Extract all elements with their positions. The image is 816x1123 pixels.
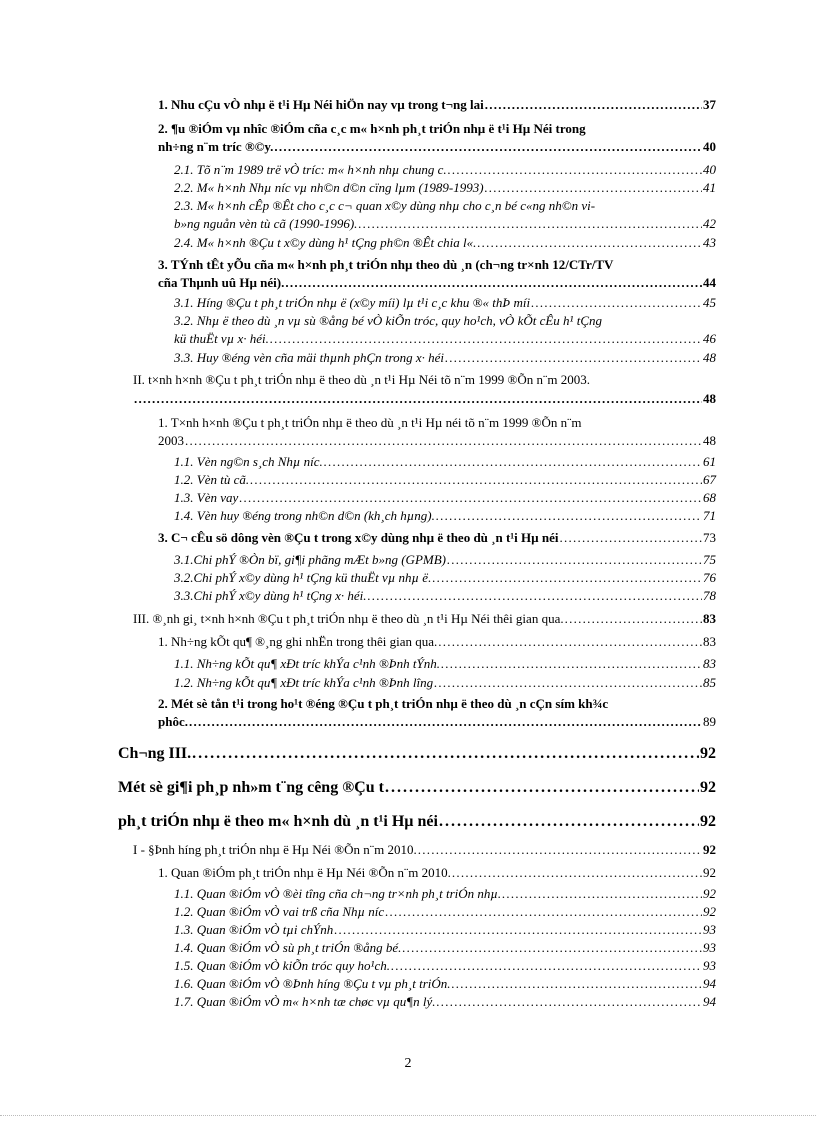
- toc-page-number: 40: [703, 162, 716, 177]
- toc-entry[interactable]: [174, 163, 716, 177]
- toc-entry[interactable]: [118, 779, 716, 797]
- toc-leader: [418, 843, 702, 857]
- toc-entry[interactable]: [174, 181, 716, 195]
- toc-entry-text[interactable]: 3. TÝnh tÊt yÕu cña m« h×nh ph¸t triÓn nhµ theo dù ¸n (ch¬ng tr×nh 12/CTr/TV: [158, 257, 614, 272]
- toc-entry[interactable]: [174, 455, 716, 469]
- toc-leader: [447, 553, 702, 567]
- toc-entry-text: 1.1. Nh÷ng kÕt qu¶ xÐt tríc khÝa c¹nh ®Þnh tÝnh.: [174, 656, 441, 671]
- toc-leader: [358, 217, 702, 231]
- toc-entry[interactable]: [158, 531, 716, 545]
- toc-leader: [134, 392, 702, 406]
- toc-entry-text: nh÷ng n¨m tríc ®©y.: [158, 139, 274, 154]
- toc-page-number: 67: [703, 472, 716, 487]
- toc-page-number: 92: [703, 865, 716, 880]
- toc-page-number: 93: [703, 940, 716, 955]
- toc-entry[interactable]: [174, 351, 716, 365]
- toc-leader: [448, 163, 702, 177]
- toc-page-number: 94: [703, 994, 716, 1009]
- toc-page-number: 92: [700, 779, 716, 796]
- toc-page-number: 41: [703, 180, 716, 195]
- toc-leader: [565, 612, 702, 626]
- toc-entry-text: 2.4. M« h×nh ®Çu t x©y dùng h¹ tÇng ph©n ®Êt chia l«.: [174, 235, 477, 250]
- toc-entry-text[interactable]: 1. T×nh h×nh ®Çu t ph¸t triÓn nhµ ë theo dù ¸n t¹i Hµ néi tõ n¨m 1999 ®Õn n¨m: [158, 415, 582, 430]
- toc-entry[interactable]: [174, 473, 716, 487]
- toc-entry-text: 3.2.Chi phÝ x©y dùng h¹ tÇng kü thuËt vµ nhµ ë.: [174, 570, 432, 585]
- toc-entry-text: 3. C¬ cÊu sö dông vèn ®Çu t trong x©y dùng nhµ ë theo dù ¸n t¹i Hµ néi: [158, 530, 559, 545]
- toc-leader: [477, 236, 702, 250]
- toc-page-number: 42: [703, 216, 716, 231]
- toc-leader: [192, 745, 699, 763]
- toc-page-number: 89: [703, 714, 716, 729]
- toc-entry-text: I - §Þnh híng ph¸t triÓn nhµ ë Hµ Néi ®Õn n¨m 2010.: [133, 842, 417, 857]
- toc-leader: [385, 779, 699, 797]
- toc-entry[interactable]: [174, 217, 716, 231]
- toc-entry-text: 3.3. Huy ®éng vèn cña mäi thµnh phÇn trong x· héi: [174, 350, 444, 365]
- toc-leader: [560, 531, 702, 545]
- toc-leader: [368, 589, 702, 603]
- toc-page-number: 46: [703, 331, 716, 346]
- toc-entry-text: phôc.: [158, 714, 188, 729]
- toc-entry-text: 1.3. Quan ®iÓm vÒ tµi chÝnh: [174, 922, 334, 937]
- toc-leader: [441, 657, 702, 671]
- toc-entry-text: 1.2. Quan ®iÓm vÒ vai trß cña Nhµ níc: [174, 904, 385, 919]
- toc-entry-text: Ch¬ng III.: [118, 745, 192, 762]
- toc-entry-text: 3.1.Chi phÝ ®Òn bï, gi¶i phãng mÆt b»ng (GPMB): [174, 552, 446, 567]
- toc-entry[interactable]: [174, 959, 716, 973]
- toc-entry-text: 1. Nhu cÇu vÒ nhµ ë t¹i Hµ Néi hiÖn nay vµ trong t¬ng lai: [158, 97, 484, 112]
- toc-page-number: 43: [703, 235, 716, 250]
- toc-leader: [324, 455, 702, 469]
- toc-entry-text: kü thuËt vµ x· héi.: [174, 331, 269, 346]
- toc-entry-text: 1.7. Quan ®iÓm vÒ m« h×nh tæ chøc vµ qu¶n lý.: [174, 994, 436, 1009]
- toc-entry-text: 3.3.Chi phÝ x©y dùng h¹ tÇng x· héi.: [174, 588, 367, 603]
- toc-leader: [385, 905, 702, 919]
- toc-page-number: 44: [703, 275, 716, 290]
- toc-entry-text: 2.2. M« h×nh Nhµ níc vµ nh©n d©n cïng lµm (1989-1993): [174, 180, 484, 195]
- toc-entry[interactable]: [174, 977, 716, 991]
- toc-page-number: 83: [703, 656, 716, 671]
- toc-page-number: 61: [703, 454, 716, 469]
- toc-leader: [485, 98, 702, 112]
- toc-entry-text: Mét sè gi¶i ph¸p nh»m t¨ng cêng ®Çu t: [118, 779, 384, 796]
- toc-entry-text: 1.3. Vèn vay: [174, 490, 239, 505]
- toc-entry[interactable]: [133, 392, 716, 406]
- toc-entry[interactable]: [158, 434, 716, 448]
- toc-entry-text: 1.1. Quan ®iÓm vÒ ®èi tîng cña ch¬ng tr×nh ph¸t triÓn nhµ.: [174, 886, 502, 901]
- toc-page-number: 71: [703, 508, 716, 523]
- toc-entry-text: 1.6. Quan ®iÓm vÒ ®Þnh híng ®Çu t vµ ph¸t triÓn.: [174, 976, 451, 991]
- toc-page-number: 48: [703, 391, 716, 406]
- toc-page-number: 48: [703, 433, 716, 448]
- toc-entry-text[interactable]: 2. Mét sè tån t¹i trong ho¹t ®éng ®Çu t ph¸t triÓn nhµ ë theo dù ¸n cÇn sím kh¾c: [158, 696, 609, 711]
- toc-entry[interactable]: [174, 509, 716, 523]
- toc-entry[interactable]: [174, 995, 716, 1009]
- toc-page-number: 94: [703, 976, 716, 991]
- toc-leader: [185, 434, 702, 448]
- toc-entry-text: 2.1. Tõ n¨m 1989 trë vÒ tríc: m« h×nh nhµ chung c.: [174, 162, 447, 177]
- toc-entry-text: 2003: [158, 433, 184, 448]
- toc-entry[interactable]: [174, 941, 716, 955]
- toc-page-number: 92: [703, 842, 716, 857]
- toc-entry[interactable]: [174, 923, 716, 937]
- toc-leader: [334, 923, 702, 937]
- toc-leader: [452, 866, 702, 880]
- toc-page-number: 92: [700, 745, 716, 762]
- toc-entry[interactable]: [174, 589, 716, 603]
- toc-leader: [239, 491, 702, 505]
- toc-entry-text: 1.5. Quan ®iÓm vÒ kiÕn tróc quy ho¹ch.: [174, 958, 390, 973]
- toc-entry-text: 1. Nh÷ng kÕt qu¶ ®¸ng ghi nhËn trong thêi gian qua.: [158, 634, 438, 649]
- toc-entry-text: 1.2. Nh÷ng kÕt qu¶ xÐt tríc khÝa c¹nh ®Þnh lîng: [174, 675, 434, 690]
- toc-page-number: 40: [703, 139, 716, 154]
- toc-page-number: 92: [700, 813, 716, 830]
- toc-leader: [189, 715, 702, 729]
- toc-entry-text[interactable]: II. t×nh h×nh ®Çu t ph¸t triÓn nhµ ë theo dù ¸n t¹i Hµ Néi tõ n¨m 1999 ®Õn n¨m 2003.: [133, 372, 590, 387]
- toc-leader: [285, 276, 702, 290]
- toc-page-number: 45: [703, 295, 716, 310]
- toc-entry[interactable]: [133, 612, 716, 626]
- toc-page-number: 83: [703, 634, 716, 649]
- toc-entry-text: 1. Quan ®iÓm ph¸t triÓn nhµ ë Hµ Néi ®Õn n¨m 2010.: [158, 865, 451, 880]
- toc-page-number: 93: [703, 958, 716, 973]
- toc-entry-text: 1.1. Vèn ng©n s¸ch Nhµ níc.: [174, 454, 323, 469]
- toc-page-number: 92: [703, 886, 716, 901]
- toc-entry[interactable]: [158, 98, 716, 112]
- toc-entry[interactable]: [174, 296, 716, 310]
- toc-page-number: 75: [703, 552, 716, 567]
- toc-entry[interactable]: [158, 715, 716, 729]
- toc-entry[interactable]: [158, 276, 716, 290]
- toc-page-number: 83: [703, 611, 716, 626]
- toc-entry[interactable]: [118, 745, 716, 763]
- page-number: 2: [404, 1056, 412, 1071]
- toc-entry-text: cña Thµnh uû Hµ néi).: [158, 275, 285, 290]
- toc-entry[interactable]: [174, 553, 716, 567]
- toc-entry-text: 1.4. Vèn huy ®éng trong nh©n d©n (kh¸ch hµng).: [174, 508, 435, 523]
- toc-leader: [452, 977, 702, 991]
- toc-page-number: 73: [703, 530, 716, 545]
- toc-entry[interactable]: [118, 813, 716, 831]
- toc-page-number: 93: [703, 922, 716, 937]
- toc-entry-text[interactable]: 2.3. M« h×nh cÊp ®Êt cho c¸c c¬ quan x©y dùng nhµ cho c¸n bé c«ng nh©n vi-: [174, 198, 596, 213]
- toc-leader: [445, 351, 702, 365]
- toc-entry[interactable]: [174, 332, 716, 346]
- toc-entry-text[interactable]: 2. ¶u ®iÓm vµ nhîc ®iÓm cña c¸c m« h×nh ph¸t triÓn nhµ ë t¹i Hµ Néi trong: [158, 121, 586, 136]
- toc-leader: [502, 887, 702, 901]
- toc-entry[interactable]: [174, 657, 716, 671]
- toc-leader: [270, 332, 702, 346]
- toc-page-number: 76: [703, 570, 716, 585]
- toc-entry-text: ph¸t triÓn nhµ ë theo m« h×nh dù ¸n t¹i Hµ néi: [118, 813, 438, 830]
- toc-leader: [439, 813, 699, 831]
- toc-leader: [402, 941, 702, 955]
- toc-leader: [434, 676, 702, 690]
- toc-entry[interactable]: [133, 843, 716, 857]
- toc-entry[interactable]: [174, 571, 716, 585]
- toc-page-number: 37: [703, 97, 716, 112]
- toc-leader: [432, 571, 702, 585]
- toc-entry-text: 1.2. Vèn tù cã.: [174, 472, 250, 487]
- toc-leader: [250, 473, 702, 487]
- toc-page-number: 85: [703, 675, 716, 690]
- toc-leader: [391, 959, 702, 973]
- toc-page-number: 78: [703, 588, 716, 603]
- toc-page-number: 48: [703, 350, 716, 365]
- toc-leader: [437, 995, 703, 1009]
- toc-page-number: 68: [703, 490, 716, 505]
- toc-entry-text: b»ng nguån vèn tù cã (1990-1996).: [174, 216, 358, 231]
- toc-entry[interactable]: [174, 491, 716, 505]
- toc-leader: [436, 509, 702, 523]
- toc-leader: [438, 635, 702, 649]
- toc-entry[interactable]: [158, 635, 716, 649]
- toc-entry[interactable]: [174, 676, 716, 690]
- toc-entry-text: 3.1. Híng ®Çu t ph¸t triÓn nhµ ë (x©y míi) lµ t¹i c¸c khu ®« thÞ míi: [174, 295, 531, 310]
- bottom-divider: [0, 1115, 816, 1117]
- toc-entry-text[interactable]: 3.2. Nhµ ë theo dù ¸n vµ sù ®ång bé vÒ kiÕn tróc, quy ho¹ch, vÒ kÕt cÊu h¹ tÇng: [174, 313, 602, 328]
- toc-entry-text: III. ®¸nh gi¸ t×nh h×nh ®Çu t ph¸t triÓn nhµ ë theo dù ¸n t¹i Hµ Néi thêi gian qua.: [133, 611, 564, 626]
- toc-leader: [274, 140, 702, 154]
- toc-entry[interactable]: [158, 140, 716, 154]
- toc-leader: [485, 181, 702, 195]
- toc-page-number: 92: [703, 904, 716, 919]
- toc-leader: [531, 296, 702, 310]
- toc-entry[interactable]: [174, 905, 716, 919]
- toc-entry[interactable]: [158, 866, 716, 880]
- toc-entry[interactable]: [174, 236, 716, 250]
- toc-entry-text: 1.4. Quan ®iÓm vÒ sù ph¸t triÓn ®ång bé.: [174, 940, 402, 955]
- toc-entry[interactable]: [174, 887, 716, 901]
